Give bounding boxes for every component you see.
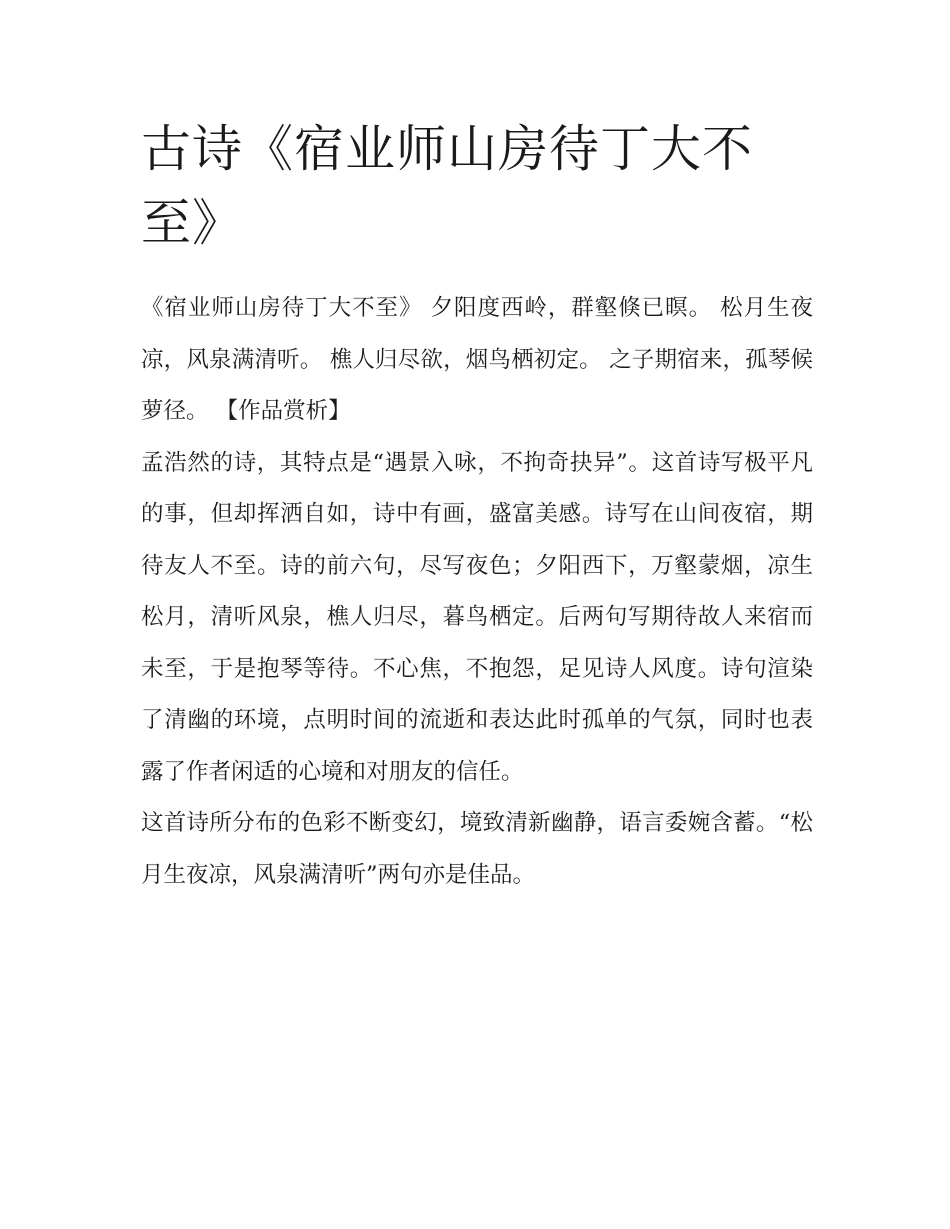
document-title: 古诗《宿业师山房待丁大不至》 — [141, 120, 753, 252]
analysis-paragraph: 孟浩然的诗，其特点是“遇景入咏，不拘奇抉异”。这首诗写极平凡的事，但却挥洒自如，诗中有画，盛富美感。诗写在山间夜宿，期待友人不至。诗的前六句，尽写夜色；夕阳西下，万壑蒙烟，凉生松月，清听风泉，樵人归尽，暮鸟栖定。后两句写期待故人来宿而未至，于是抱琴等待。不心焦，不抱怨，足见诗人风度。诗句渲染了清幽的环境，点明时间的流逝和表达此时孤单的气氛，同时也表露了作者闲适的心境和对朋友的信任。 — [141, 449, 813, 785]
poem-paragraph: 《宿业师山房待丁大不至》 夕阳度西岭，群壑倏已暝。 松月生夜凉，风泉满清听。 樵人归尽欲，烟鸟栖初定。 之子期宿来，孤琴候萝径。 【作品赏析】 — [141, 295, 813, 424]
document-page — [141, 112, 813, 901]
conclusion-paragraph: 这首诗所分布的色彩不断变幻，境致清新幽静，语言委婉含蓄。“松月生夜凉，风泉满清听”两句亦是佳品。 — [141, 810, 813, 888]
